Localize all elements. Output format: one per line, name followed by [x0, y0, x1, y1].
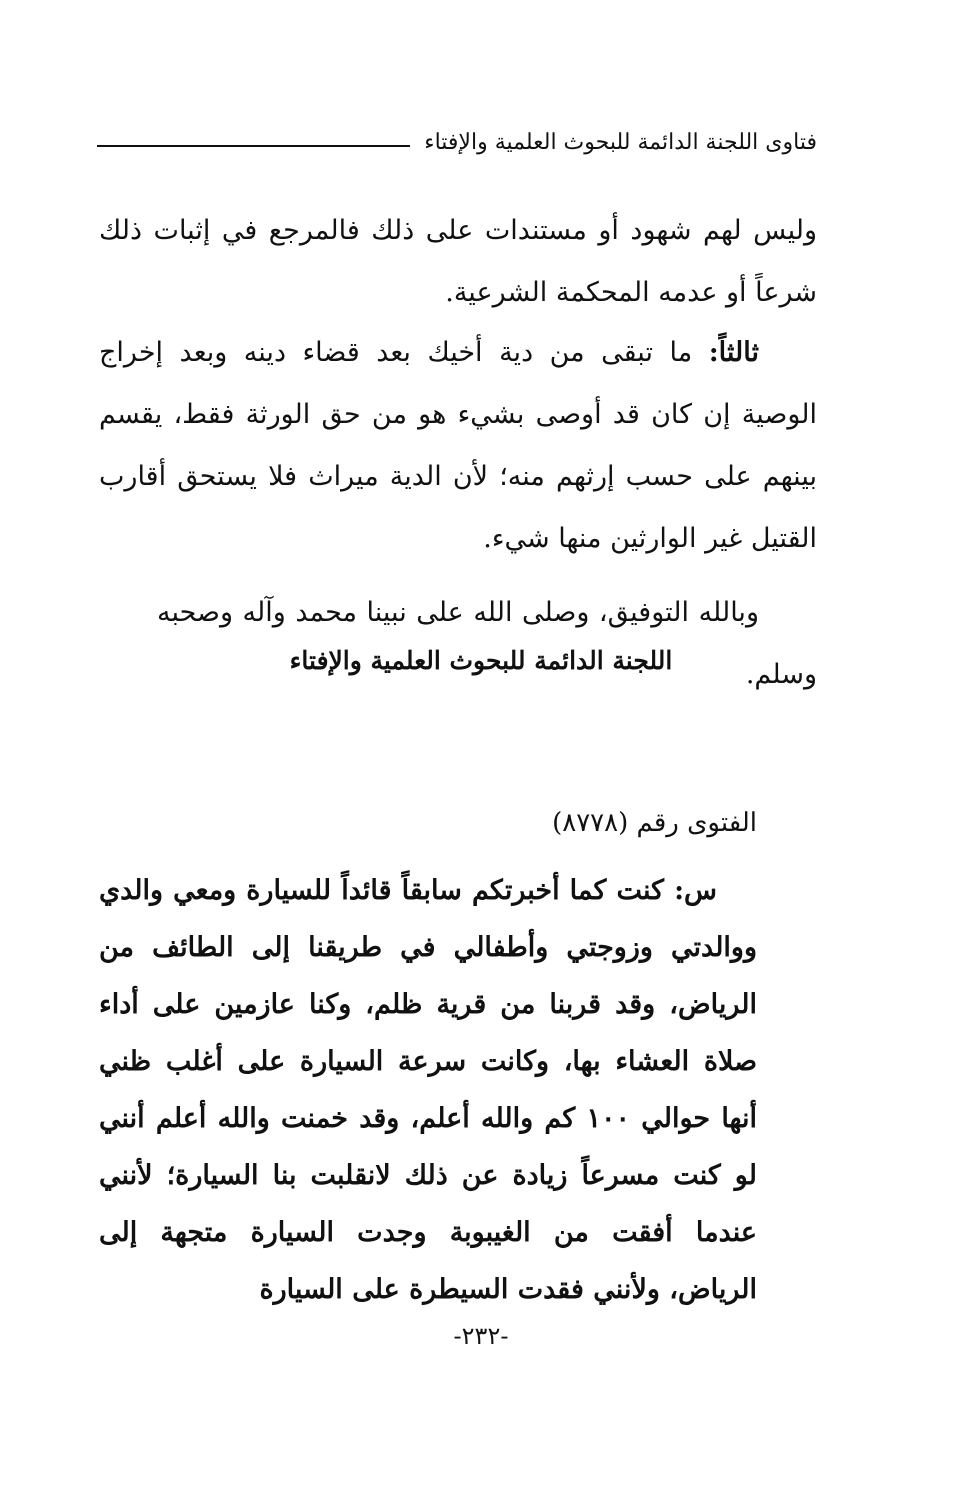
- paragraph-2-body: ما تبقى من دية أخيك بعد قضاء دينه وبعد إخراج الوصية إن كان قد أوصى بشيء هو من حق الورثة فقط، يقسم بينهم على حسب إرثهم منه؛ لأن الدية ميراث فلا يستحق أقارب القتيل غير الوارثين منها شيء.: [99, 337, 817, 554]
- fatwa-number: الفتوى رقم (٨٧٧٨): [552, 808, 757, 838]
- closing-text: وبالله التوفيق، وصلى الله على نبينا محمد وآله وصحبه وسلم.: [157, 597, 817, 690]
- header-rule: [97, 145, 410, 147]
- fatwa-question: س: كنت كما أخبرتكم سابقاً قائداً للسيارة ومعي والدي ووالدتي وزوجتي وأطفالي في طريقنا إلى الطائف من الرياض، وقد قربنا من قرية ظلم، وكنا عازمين على أداء صلاة العشاء بها، وكانت سرعة السيارة على أغلب ظني أنها حوالي ١٠٠ كم والله أعلم، وقد خمنت والله أعلم أنني لو كنت مسرعاً زيادة عن ذلك لانقلبت بنا السيارة؛ لأنني عندما أفقت من الغيبوبة وجدت السيارة متجهة إلى الرياض، ولأنني فقدت السيطرة على السيارة: [99, 875, 758, 1305]
- committee-title: اللجنة الدائمة للبحوث العلمية والإفتاء: [289, 646, 673, 675]
- paragraph-2-lead: ثالثاً:: [708, 337, 759, 368]
- closing-paragraph: [157, 582, 817, 706]
- header-title: فتاوى اللجنة الدائمة للبحوث العلمية والإفتاء: [424, 130, 817, 155]
- paragraph-2: [99, 322, 817, 570]
- paragraph-1-text: وليس لهم شهود أو مستندات على ذلك فالمرجع في إثبات ذلك شرعاً أو عدمه المحكمة الشرعية.: [99, 215, 817, 308]
- running-header: [97, 130, 817, 155]
- paragraph-1: [99, 200, 817, 324]
- page-number: -٢٣٢-: [453, 1322, 509, 1350]
- paragraph-2-text: [99, 322, 817, 570]
